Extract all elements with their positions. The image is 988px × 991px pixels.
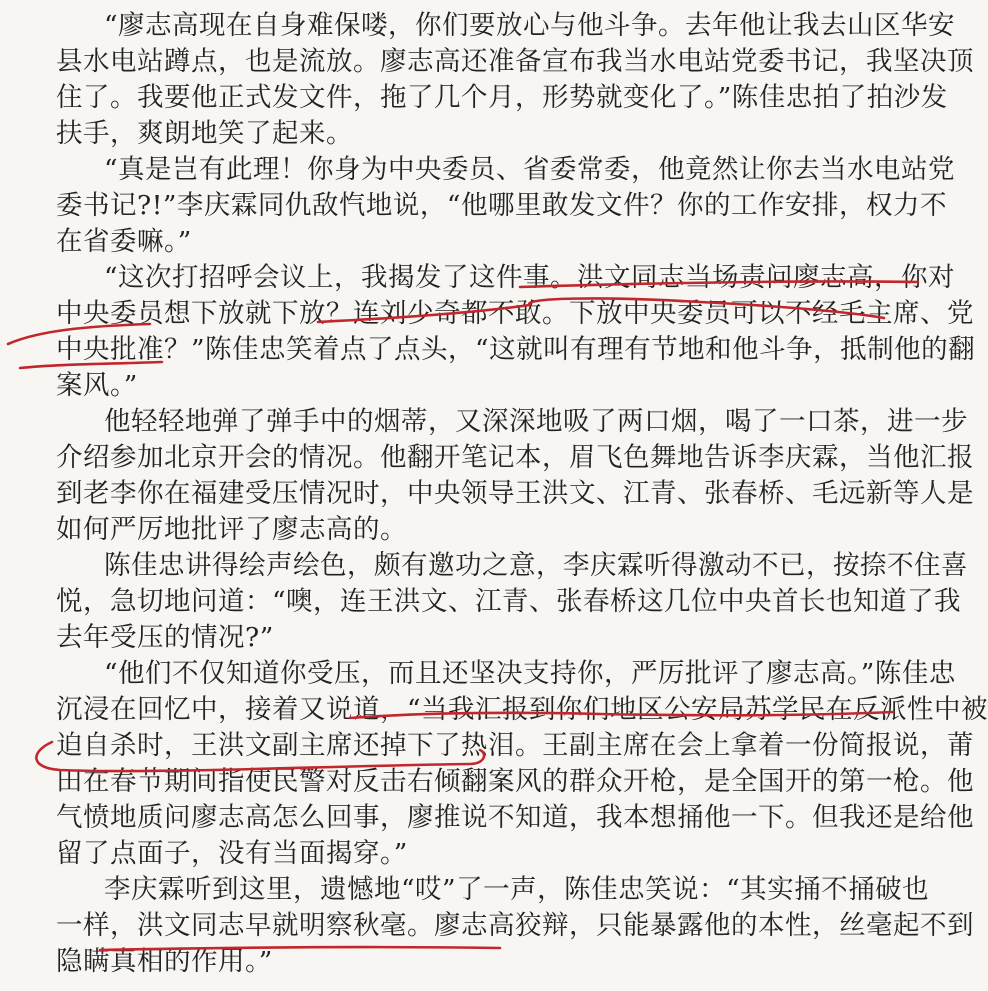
text-line-17: 悦，急切地问道：“噢，连王洪文、江青、张春桥这几位中央首长也知道了我 — [56, 586, 962, 617]
text-line-3: 住了。我要他正式发文件，拖了几个月，形势就变化了。”陈佳忠拍了拍沙发 — [56, 82, 948, 113]
text-line-14: 到老李你在福建受压情况时，中央领导王洪文、江青、张春桥、毛远新等人是 — [56, 478, 974, 509]
text-line-4: 扶手，爽朗地笑了起来。 — [56, 118, 353, 149]
text-line-18: 去年受压的情况?” — [56, 622, 274, 653]
text-line-27: 隐瞒真相的作用。” — [56, 946, 273, 977]
text-line-7: 在省委嘛。” — [56, 226, 192, 257]
text-line-8: “这次打招呼会议上，我揭发了这件事。洪文同志当场责问廖志高，你对 — [104, 262, 956, 293]
text-line-16: 陈佳忠讲得绘声绘色，颇有邀功之意，李庆霖听得激动不已，按捺不住喜 — [104, 550, 968, 581]
text-line-23: 气愤地质问廖志高怎么回事，廖推说不知道，我本想捅他一下。但我还是给他 — [56, 802, 974, 833]
text-line-15: 如何严厉地批评了廖志高的。 — [56, 514, 407, 545]
text-line-13: 介绍参加北京开会的情况。他翻开笔记本，眉飞色舞地告诉李庆霖，当他汇报 — [56, 442, 974, 473]
text-line-5: “真是岂有此理！你身为中央委员、省委常委，他竟然让你去当水电站党 — [104, 154, 956, 185]
text-line-9: 中央委员想下放就下放？连刘少奇都不敢。下放中央委员可以不经毛主席、党 — [56, 298, 974, 329]
text-line-19: “他们不仅知道你受压，而且还坚决支持你，严厉批评了廖志高。”陈佳忠 — [104, 658, 956, 689]
text-line-11: 案风。” — [56, 370, 138, 401]
text-line-2: 县水电站蹲点，也是流放。廖志高还准备宣布我当水电站党委书记，我坚决顶 — [56, 46, 974, 77]
text-line-1: “廖志高现在自身难保喽，你们要放心与他斗争。去年他让我去山区华安 — [104, 10, 956, 41]
text-line-6: 委书记?!”李庆霖同仇敌忾地说，“他哪里敢发文件？你的工作安排，权力不 — [56, 190, 947, 221]
text-line-10: 中央批准？”陈佳忠笑着点了点头，“这就叫有理有节地和他斗争，抵制他的翻 — [56, 334, 976, 365]
text-line-24: 留了点面子，没有当面揭穿。” — [56, 838, 408, 869]
text-line-20: 沉浸在回忆中，接着又说道，“当我汇报到你们地区公安局苏学民在反派性中被 — [56, 694, 988, 725]
text-line-25: 李庆霖听到这里，遗憾地“哎”了一声，陈佳忠笑说：“其实捅不捅破也 — [104, 874, 930, 905]
text-line-22: 田在春节期间指使民警对反击右倾翻案风的群众开枪，是全国开的第一枪。他 — [56, 766, 974, 797]
text-line-26: 一样，洪文同志早就明察秋毫。廖志高狡辩，只能暴露他的本性，丝毫起不到 — [56, 910, 974, 941]
text-line-21: 迫自杀时，王洪文副主席还掉下了热泪。王副主席在会上拿着一份简报说，莆 — [56, 730, 974, 761]
text-line-12: 他轻轻地弹了弹手中的烟蒂，又深深地吸了两口烟，喝了一口茶，进一步 — [104, 406, 968, 437]
